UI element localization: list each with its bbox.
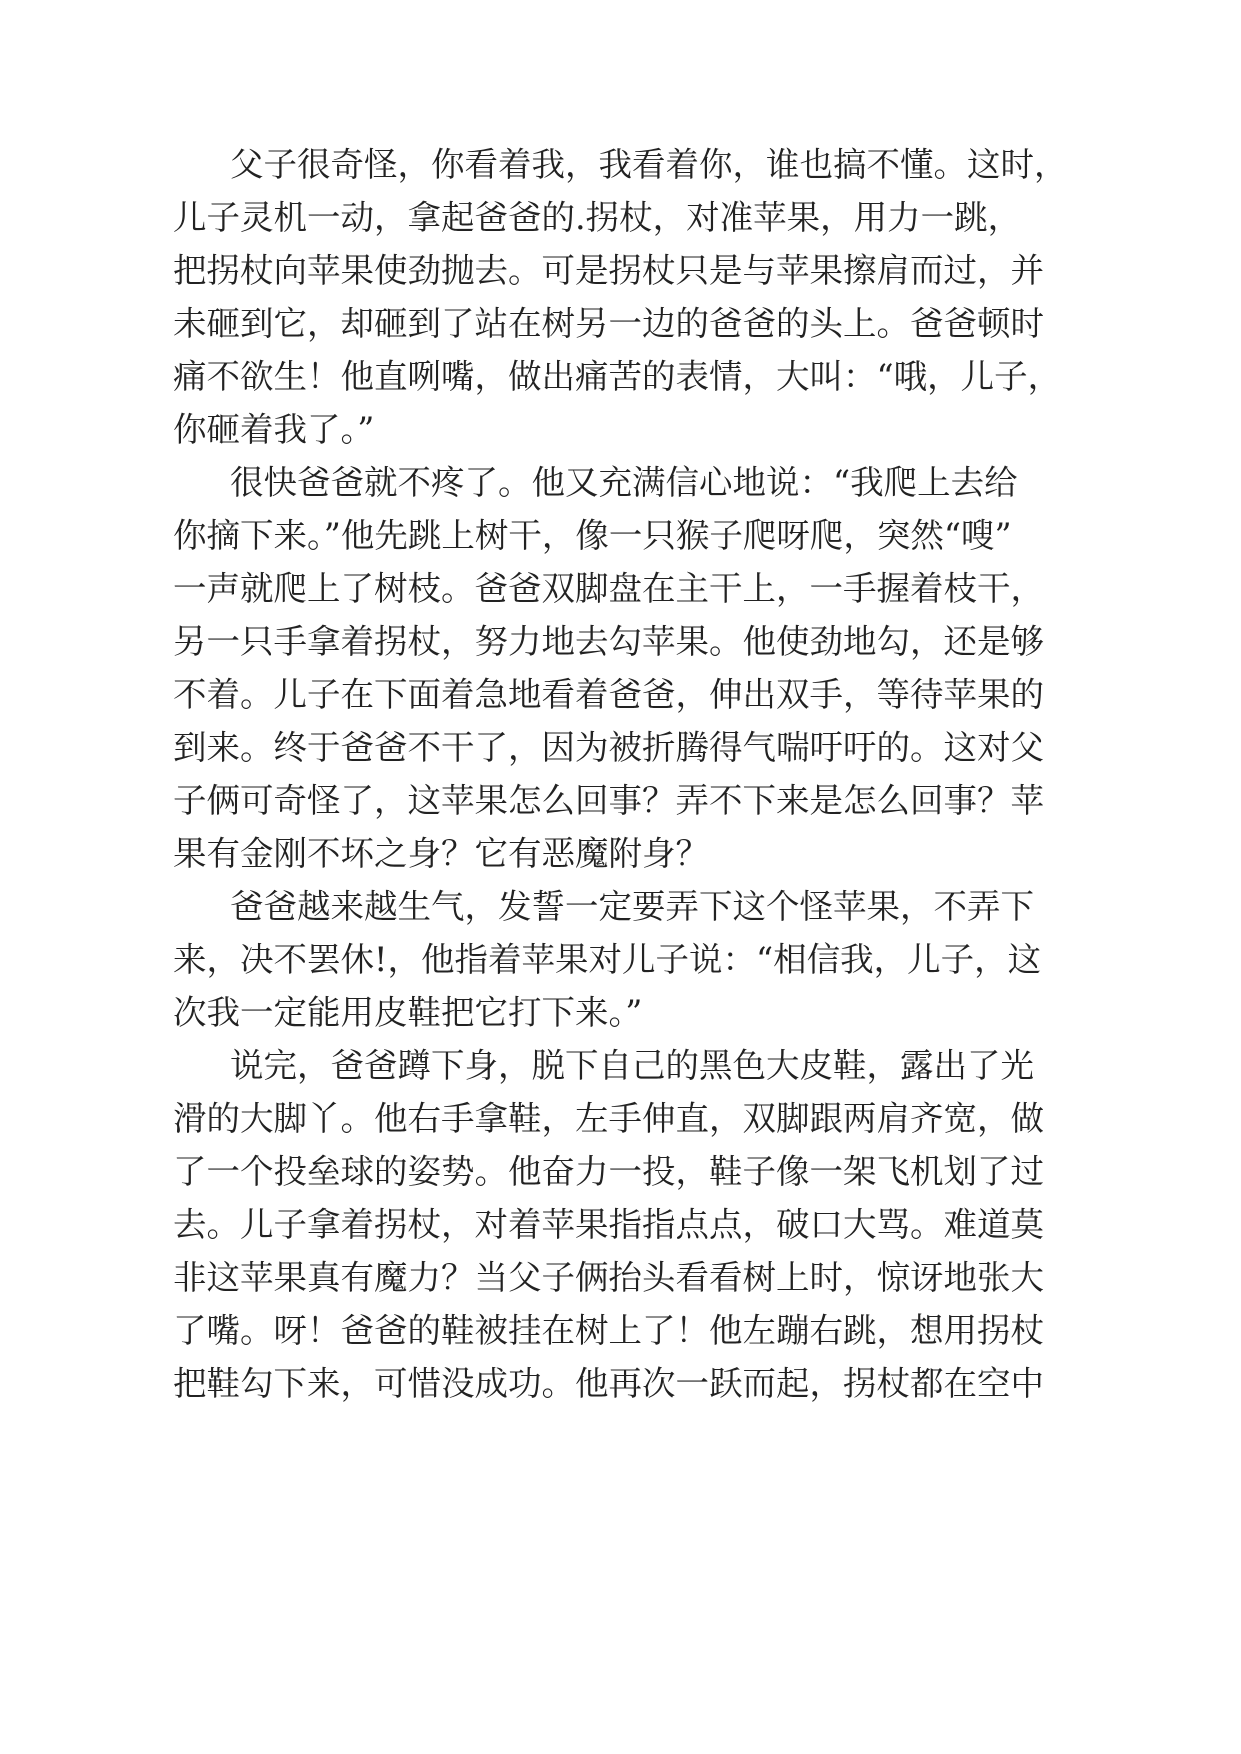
text-line: 了嘴。呀！爸爸的鞋被挂在树上了！他左蹦右跳，想用拐杖 — [173, 1311, 1044, 1350]
text-line: 一声就爬上了树枝。爸爸双脚盘在主干上，一手握着枝干， — [173, 569, 1044, 608]
text-line: 痛不欲生！他直咧嘴，做出痛苦的表情，大叫：“哦，儿子， — [173, 357, 1062, 396]
text-line: 你摘下来。”他先跳上树干，像一只猴子爬呀爬，突然“嗖” — [173, 516, 1012, 555]
text-line: 把拐杖向苹果使劲抛去。可是拐杖只是与苹果擦肩而过，并 — [173, 251, 1044, 290]
text-line: 儿子灵机一动，拿起爸爸的.拐杖，对准苹果，用力一跳， — [173, 198, 1022, 237]
text-line: 爸爸越来越生气，发誓一定要弄下这个怪苹果，不弄下 — [230, 887, 1034, 926]
text-line: 子俩可奇怪了，这苹果怎么回事？弄不下来是怎么回事？苹 — [173, 781, 1044, 820]
text-line: 说完，爸爸蹲下身，脱下自己的黑色大皮鞋，露出了光 — [230, 1046, 1034, 1085]
text-line: 不着。儿子在下面着急地看着爸爸，伸出双手，等待苹果的 — [173, 675, 1044, 714]
text-line: 另一只手拿着拐杖，努力地去勾苹果。他使劲地勾，还是够 — [173, 622, 1044, 661]
text-line: 未砸到它，却砸到了站在树另一边的爸爸的头上。爸爸顿时 — [173, 304, 1044, 343]
text-line: 了一个投垒球的姿势。他奋力一投，鞋子像一架飞机划了过 — [173, 1152, 1044, 1191]
text-line: 到来。终于爸爸不干了，因为被折腾得气喘吁吁的。这对父 — [173, 728, 1044, 767]
text-line: 很快爸爸就不疼了。他又充满信心地说：“我爬上去给 — [230, 463, 1018, 502]
text-line: 父子很奇怪，你看着我，我看着你，谁也搞不懂。这时， — [230, 145, 1068, 184]
text-line: 来，决不罢休!，他指着苹果对儿子说：“相信我，儿子，这 — [173, 940, 1042, 979]
text-line: 果有金刚不坏之身？它有恶魔附身？ — [173, 834, 709, 873]
text-line: 次我一定能用皮鞋把它打下来。” — [173, 993, 643, 1032]
text-line: 滑的大脚丫。他右手拿鞋，左手伸直，双脚跟两肩齐宽，做 — [173, 1099, 1044, 1138]
text-line: 去。儿子拿着拐杖，对着苹果指指点点，破口大骂。难道莫 — [173, 1205, 1044, 1244]
text-line: 把鞋勾下来，可惜没成功。他再次一跃而起，拐杖都在空中 — [173, 1364, 1044, 1403]
text-line: 你砸着我了。” — [173, 410, 375, 449]
text-line: 非这苹果真有魔力？当父子俩抬头看看树上时，惊讶地张大 — [173, 1258, 1044, 1297]
